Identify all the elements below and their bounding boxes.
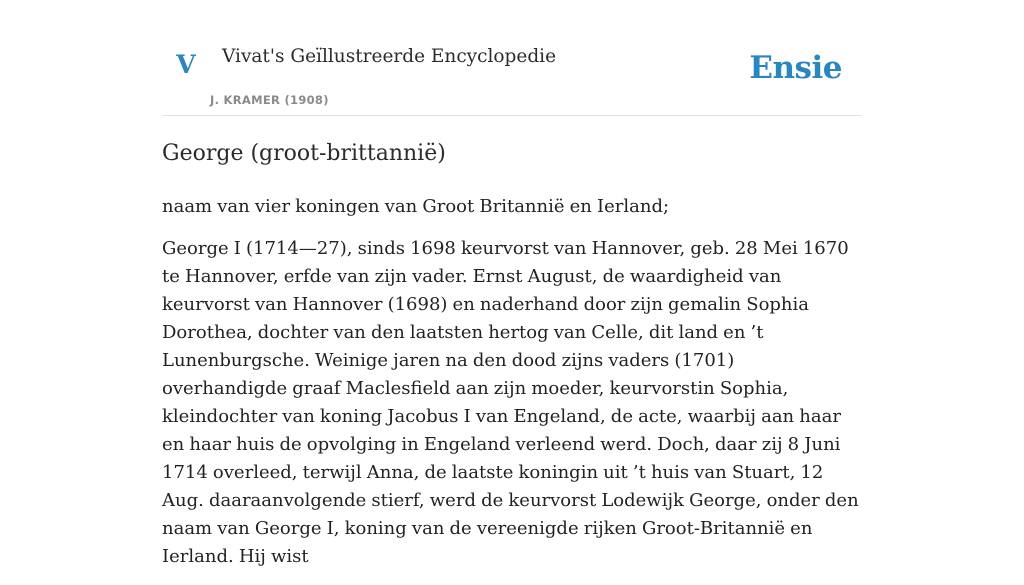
entry-title: George (groot-brittannië) <box>162 141 446 166</box>
book-badge[interactable]: V <box>176 50 196 79</box>
ensie-logo[interactable]: Ensie <box>749 50 842 86</box>
entry-intro: naam van vier koningen van Groot Britannië en Ierland; <box>162 196 670 217</box>
book-title[interactable]: Vivat's Geïllustreerde Encyclopedie <box>222 46 557 67</box>
book-author: J. KRAMER (1908) <box>210 93 329 107</box>
book-header <box>162 30 862 116</box>
entry-body: George I (1714—27), sinds 1698 keurvorst van Hannover, geb. 28 Mei 1670 te Hannover, erfde van zijn vader. Ernst August, de waardigheid van keurvorst van Hannover (1698) en naderhand door zijn gemalin Sophia Dorothea, dochter van den laatsten hertog van Celle, dit land en ’t Lunenburgsche. Weinige jaren na den dood zijns vaders (1701) overhandigde graaf Maclesfield aan zijn moeder, keurvorstin Sophia, kleindochter van koning Jacobus I van Engeland, de acte, waarbij aan haar en haar huis de opvolging in Engeland verleend werd. Doch, daar zij 8 Juni 1714 overleed, terwijl Anna, de laatste koningin uit ’t huis van Stuart, 12 Aug. daaraanvolgende stierf, werd de keurvorst Lodewijk George, onder den naam van George I, koning van de vereenigde rijken Groot-Britannië en Ierland. Hij wist <box>162 238 859 567</box>
article <box>162 137 862 585</box>
